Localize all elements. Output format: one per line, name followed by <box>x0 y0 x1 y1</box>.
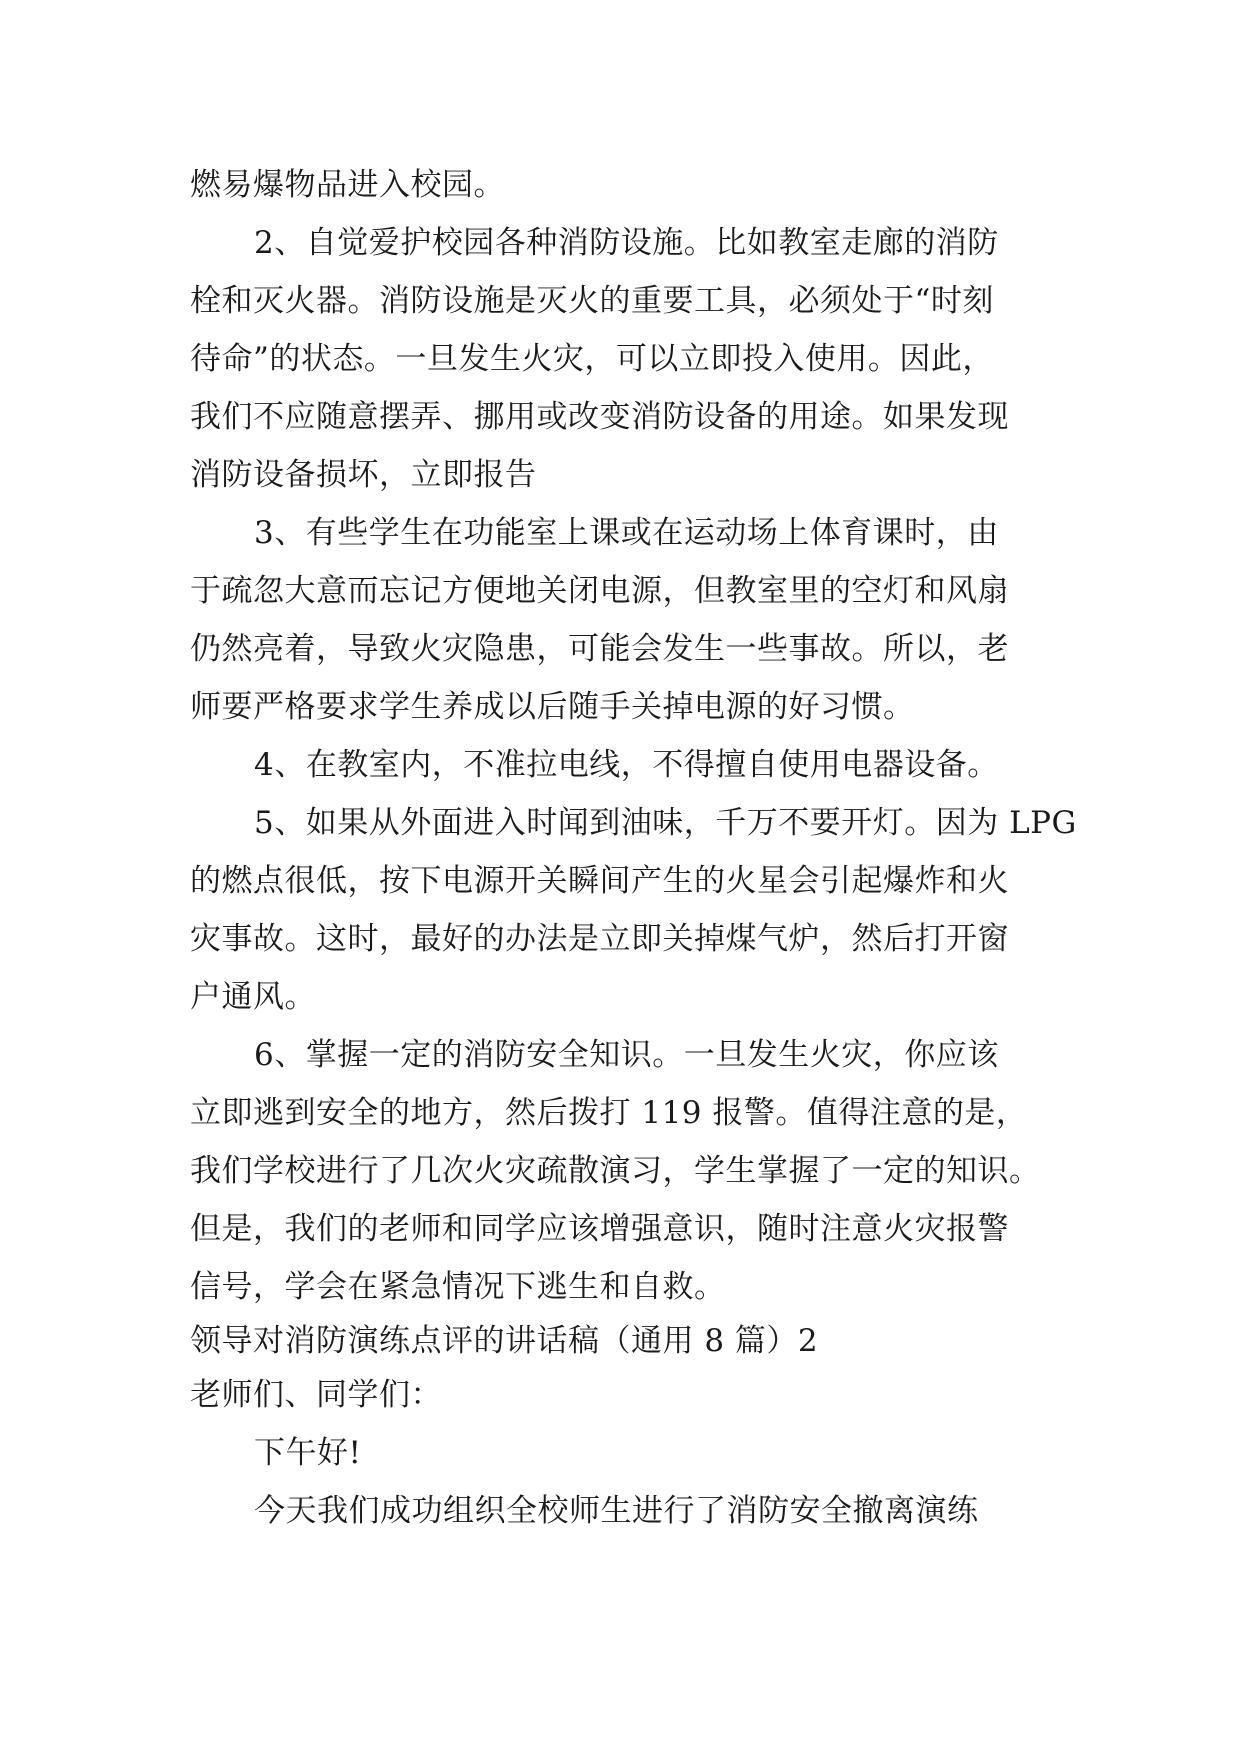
text-line: 灾事故。这时，最好的办法是立即关掉煤气炉，然后打开窗 <box>190 921 1009 957</box>
text-line: 我们学校进行了几次火灾疏散演习，学生掌握了一定的知识。 <box>190 1153 1041 1189</box>
text-line: 栓和灭火器。消防设施是灭火的重要工具，必须处于“时刻 <box>190 283 994 319</box>
text-line: 信号，学会在紧急情况下逃生和自救。 <box>190 1269 726 1305</box>
salutation: 老师们、同学们： <box>190 1377 442 1413</box>
section-heading: 领导对消防演练点评的讲话稿（通用 8 篇）2 <box>190 1323 819 1359</box>
greeting: 下午好! <box>254 1435 362 1471</box>
text-line: 待命”的状态。一旦发生火灾，可以立即投入使用。因此， <box>190 341 994 377</box>
text-line: 5、如果从外面进入时闻到油味，千万不要开灯。因为 LPG <box>254 805 1077 841</box>
text-line: 消防设备损坏，立即报告 <box>190 457 537 493</box>
text-line: 6、掌握一定的消防安全知识。一旦发生火灾，你应该 <box>254 1037 999 1073</box>
text-line: 的燃点很低，按下电源开关瞬间产生的火星会引起爆炸和火 <box>190 863 1009 899</box>
text-line: 于疏忽大意而忘记方便地关闭电源，但教室里的空灯和风扇 <box>190 573 1009 609</box>
text-line: 燃易爆物品进入校园。 <box>190 167 505 203</box>
text-line: 但是，我们的老师和同学应该增强意识，随时注意火灾报警 <box>190 1211 1009 1247</box>
text-line: 我们不应随意摆弄、挪用或改变消防设备的用途。如果发现 <box>190 399 1009 435</box>
text-line: 立即逃到安全的地方，然后拨打 119 报警。值得注意的是， <box>190 1095 1028 1131</box>
text-line: 2、自觉爱护校园各种消防设施。比如教室走廊的消防 <box>254 225 999 261</box>
text-line: 仍然亮着，导致火灾隐患，可能会发生一些事故。所以，老 <box>190 631 1009 667</box>
text-line: 师要严格要求学生养成以后随手关掉电源的好习惯。 <box>190 689 915 725</box>
text-line: 今天我们成功组织全校师生进行了消防安全撤离演练 <box>254 1493 979 1529</box>
text-line: 4、在教室内，不准拉电线，不得擅自使用电器设备。 <box>254 747 999 783</box>
text-line: 户通风。 <box>190 979 316 1015</box>
text-line: 3、有些学生在功能室上课或在运动场上体育课时，由 <box>254 515 999 551</box>
